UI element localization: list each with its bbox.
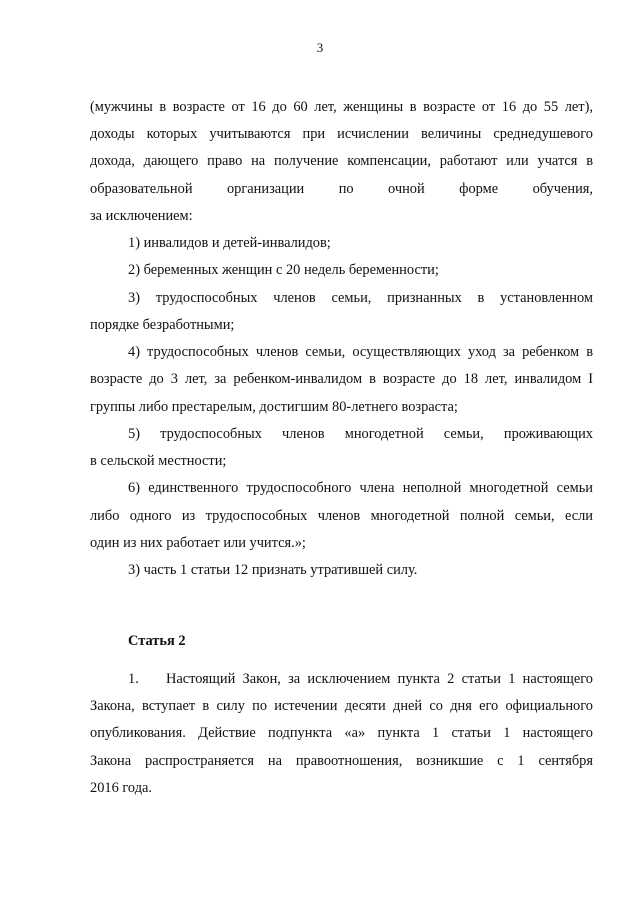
page-number: 3: [316, 40, 324, 55]
article-2-line: 2016 года.: [90, 780, 153, 796]
body-line: доходы которых учитываются при исчислении величины среднедушевого: [90, 126, 593, 142]
article-2-line: Закона, вступает в силу по истечении десяти дней со дня его официального: [90, 698, 593, 714]
list-item-3: 3) трудоспособных членов семьи, признанных в установленном: [128, 290, 593, 306]
list-item-4-cont: возрасте до 3 лет, за ребенком-инвалидом в возрасте до 18 лет, инвалидом I: [90, 371, 593, 387]
list-item-1: 1) инвалидов и детей-инвалидов;: [128, 235, 331, 251]
list-item-4-cont: группы либо престарелым, достигшим 80-летнего возраста;: [90, 399, 458, 415]
article-2-heading: Статья 2: [128, 633, 186, 649]
list-item-3-cont: порядке безработными;: [90, 317, 235, 333]
article-2-line: опубликования. Действие подпункта «а» пункта 1 статьи 1 настоящего: [90, 725, 593, 741]
list-item-4: 4) трудоспособных членов семьи, осуществляющих уход за ребенком в: [128, 344, 593, 360]
list-item-6: 6) единственного трудоспособного члена неполной многодетной семьи: [128, 480, 593, 496]
body-line: дохода, дающего право на получение компенсации, работают или учатся в: [90, 153, 593, 169]
list-item-5-cont: в сельской местности;: [90, 453, 227, 469]
article-2-item-number: 1.: [128, 671, 139, 687]
body-line: образовательной организации по очной форме обучения,: [90, 181, 593, 197]
list-item-2: 2) беременных женщин с 20 недель беременности;: [128, 262, 439, 278]
item-3-paragraph: 3) часть 1 статьи 12 признать утратившей силу.: [128, 562, 418, 578]
list-item-6-cont: один из них работает или учится.»;: [90, 535, 306, 551]
article-2-line: Закона распространяется на правоотношения, возникшие с 1 сентября: [90, 753, 593, 769]
list-item-5: 5) трудоспособных членов многодетной семьи, проживающих: [128, 426, 593, 442]
article-2-line: Настоящий Закон, за исключением пункта 2 статьи 1 настоящего: [166, 671, 593, 687]
list-item-6-cont: либо одного из трудоспособных членов многодетной полной семьи, если: [90, 508, 593, 524]
body-line: (мужчины в возрасте от 16 до 60 лет, женщины в возрасте от 16 до 55 лет),: [90, 99, 593, 115]
body-line: за исключением:: [90, 208, 193, 224]
